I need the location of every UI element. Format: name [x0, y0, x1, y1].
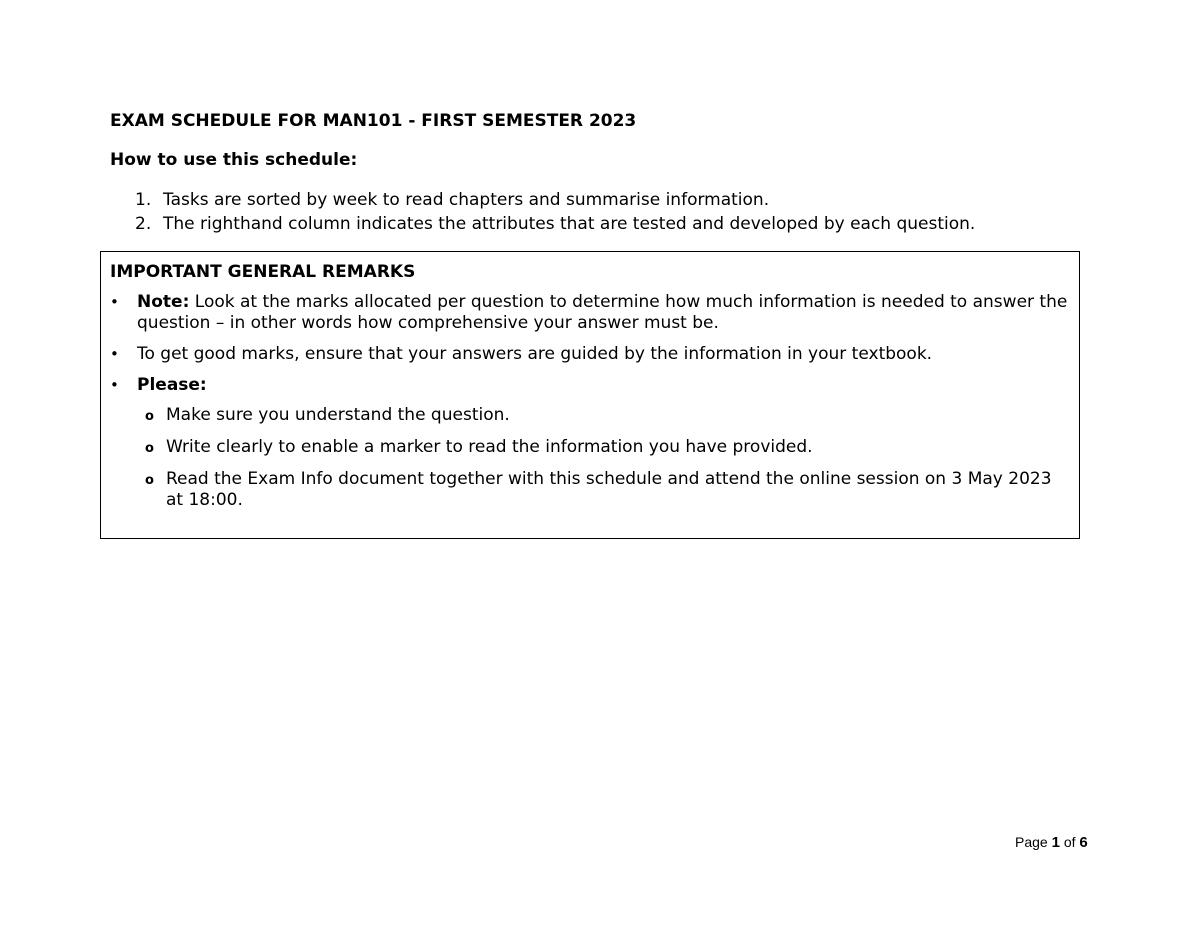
remark-label: Note: [137, 292, 190, 312]
general-remarks-box [100, 251, 1080, 539]
remark-item-note [110, 292, 1070, 334]
page-word: Page [1015, 834, 1048, 850]
sub-list-item [137, 405, 1070, 426]
how-to-item [110, 212, 975, 236]
how-to-item-number: 2. [135, 214, 152, 234]
how-to-item-text: The righthand column indicates the attributes that are tested and developed by each question. [163, 214, 976, 234]
remark-item-please [110, 375, 1070, 511]
sub-item-text: Make sure you understand the question. [166, 405, 510, 425]
remark-text: To get good marks, ensure that your answers are guided by the information in your textbook. [137, 344, 933, 364]
remarks-list [110, 292, 1070, 522]
remarks-heading: IMPORTANT GENERAL REMARKS [110, 262, 416, 282]
circle-bullet-icon: o [145, 409, 154, 424]
document-title: EXAM SCHEDULE FOR MAN101 - FIRST SEMESTER 2023 [110, 111, 637, 131]
how-to-list [110, 188, 975, 236]
remark-text: Look at the marks allocated per question to determine how much information is needed to answer the question – in other words how comprehensive your answer must be. [137, 292, 1068, 333]
remark-label: Please: [137, 375, 207, 395]
total-pages-number: 6 [1079, 834, 1088, 851]
how-to-heading: How to use this schedule: [110, 150, 358, 170]
please-sub-list [137, 405, 1070, 511]
sub-item-text: Read the Exam Info document together with this schedule and attend the online session on 3 May 2023 at 18:00. [166, 469, 1052, 510]
circle-bullet-icon: o [145, 441, 154, 456]
bullet-icon: • [110, 293, 119, 311]
how-to-item-text: Tasks are sorted by week to read chapters and summarise information. [163, 190, 770, 210]
sub-item-text: Write clearly to enable a marker to read the information you have provided. [166, 437, 813, 457]
remark-item-marks [110, 344, 1070, 365]
page-number-footer [1015, 833, 1088, 852]
bullet-icon: • [110, 376, 119, 394]
current-page-number: 1 [1051, 834, 1060, 851]
of-word: of [1063, 834, 1076, 850]
sub-list-item [137, 437, 1070, 458]
bullet-icon: • [110, 345, 119, 363]
circle-bullet-icon: o [145, 473, 154, 488]
sub-list-item [137, 469, 1070, 511]
how-to-item [110, 188, 975, 212]
how-to-item-number: 1. [135, 190, 152, 210]
